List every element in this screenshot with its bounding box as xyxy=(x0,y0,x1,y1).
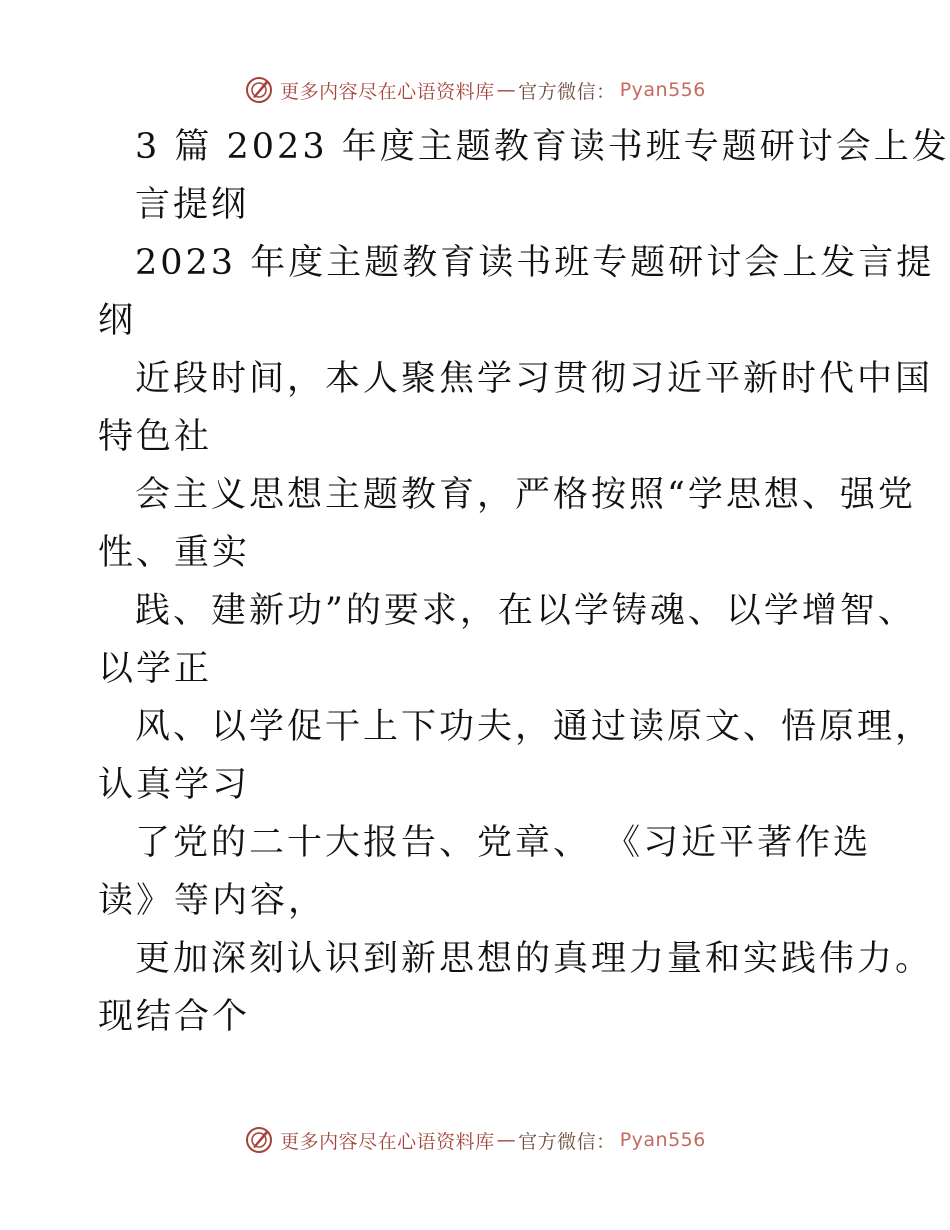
document-subtitle-line-1: 2023 年度主题教育读书班专题研讨会上发言提 xyxy=(135,243,935,283)
paragraph-line: 认真学习 xyxy=(98,765,251,805)
paragraph-line: 更加深刻认识到新思想的真理力量和实践伟力。 xyxy=(135,939,934,979)
watermark-wechat-id: Pyan556 xyxy=(619,1129,706,1151)
quill-circle-logo-icon xyxy=(244,1125,274,1155)
paragraph-line: 会主义思想主题教育，严格按照“学思想、强党 xyxy=(135,475,916,515)
paragraph-line: 践、建新功”的要求，在以学铸魂、以学增智、 xyxy=(135,591,916,631)
watermark-wechat-label: 官方微信： xyxy=(518,1130,616,1153)
quill-circle-logo-icon xyxy=(244,75,274,105)
paragraph-line: 以学正 xyxy=(98,649,213,689)
document-title-line-1: 3 篇 2023 年度主题教育读书班专题研讨会上发 xyxy=(135,127,950,167)
watermark-brand-text: 更多内容尽在心语资料库 xyxy=(280,1130,495,1153)
watermark-wechat-label: 官方微信： xyxy=(518,80,616,103)
header-watermark xyxy=(0,70,950,110)
paragraph-line: 了党的二十大报告、党章、 《习近平著作选 xyxy=(135,823,872,863)
paragraph-line: 近段时间，本人聚焦学习贯彻习近平新时代中国 xyxy=(135,359,934,399)
paragraph-line: 性、重实 xyxy=(98,533,251,573)
watermark-wechat-id: Pyan556 xyxy=(619,79,706,101)
document-body xyxy=(0,118,950,1046)
document-title-line-2: 言提纲 xyxy=(135,185,250,225)
paragraph-line: 读》等内容， xyxy=(98,881,327,921)
watermark-separator: — xyxy=(496,1129,517,1151)
document-subtitle-line-2: 纲 xyxy=(98,301,137,341)
paragraph-line: 风、以学促干上下功夫，通过读原文、悟原理， xyxy=(135,707,934,747)
paragraph-line: 特色社 xyxy=(98,417,213,457)
watermark-separator: — xyxy=(496,79,517,101)
watermark-brand-text: 更多内容尽在心语资料库 xyxy=(280,80,495,103)
paragraph-line: 现结合个 xyxy=(98,997,251,1037)
footer-watermark xyxy=(0,1120,950,1160)
